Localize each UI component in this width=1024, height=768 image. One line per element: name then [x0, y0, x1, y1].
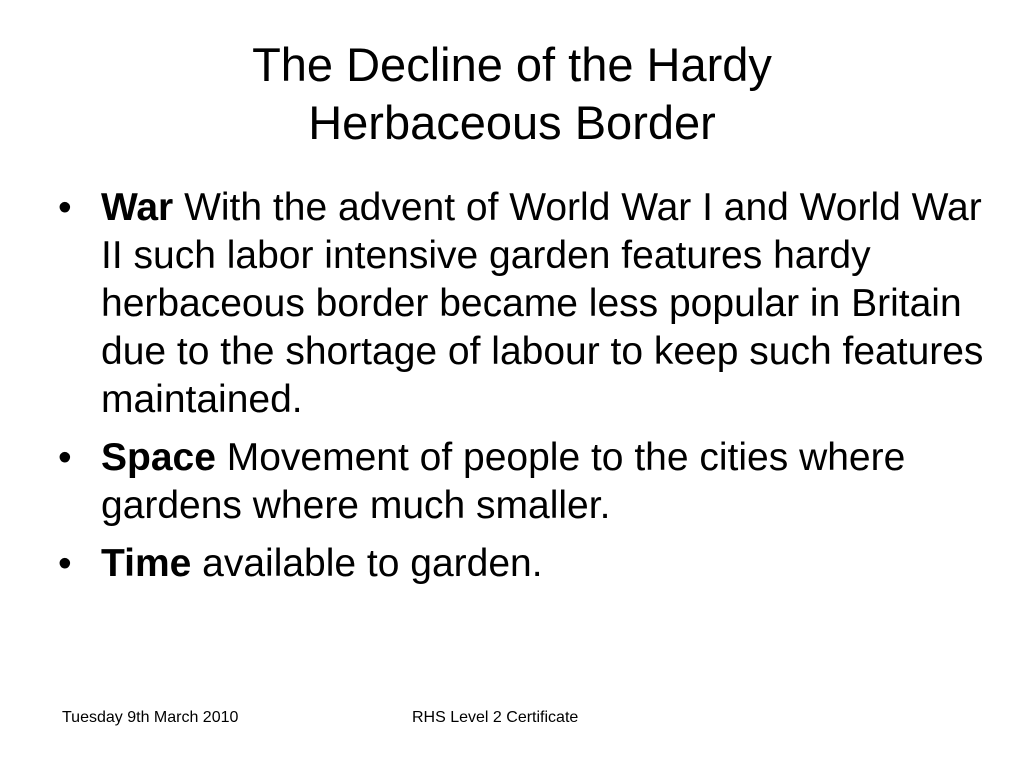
- bullet-term-time: Time: [101, 542, 203, 585]
- bullet-item-war: [58, 184, 988, 424]
- bullet-icon: •: [58, 186, 72, 229]
- footer-date: Tuesday 9th March 2010: [62, 709, 239, 726]
- slide-title: [100, 36, 924, 152]
- bullet-text-time: available to garden.: [202, 542, 543, 585]
- footer-center-text: RHS Level 2 Certificate: [412, 709, 579, 726]
- bullet-text-space: Movement of people to the cities where gardens where much smaller.: [101, 436, 906, 527]
- bullet-item-time: [58, 540, 988, 588]
- bullet-icon: •: [58, 542, 72, 585]
- bullet-text-war: With the advent of World War I and World War II such labor intensive garden features hardy herbaceous border became less popular in Britain due to the shortage of labour to keep such features maintained.: [101, 186, 984, 421]
- bullet-list: [58, 184, 988, 598]
- bullet-icon: •: [58, 436, 72, 479]
- slide-title-line-2: Herbaceous Border: [308, 96, 716, 149]
- bullet-term-space: Space: [101, 436, 227, 479]
- bullet-item-space: [58, 434, 988, 530]
- slide-title-line-1: The Decline of the Hardy: [252, 38, 772, 91]
- bullet-term-war: War: [101, 186, 185, 229]
